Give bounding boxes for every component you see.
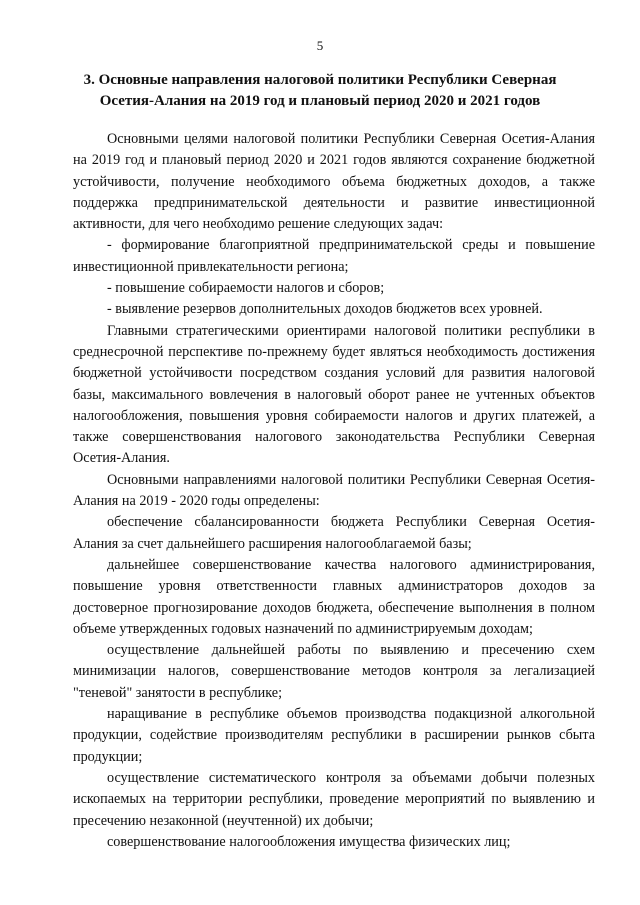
body-text [73,129,595,853]
section-heading-line-1: 3. Основные направления налоговой политики Республики Северная [83,72,557,88]
section-heading [60,70,580,112]
paragraph-strategic-guidelines: Главными стратегическими ориентирами налоговой политики республики в среднесрочной перспективе по-прежнему будет являться необходимость достижения бюджетной устойчивости посредством создания условий для развития налоговой базы, максимального вовлечения в налоговый оборот ранее не учтенных объектов налогообложения, повышения уровня собираемости налогов и других платежей, а также совершенствования налогового законодательства Республики Северная Осетия-Алания. [73,322,595,467]
page-number: 5 [316,38,324,53]
paragraph-direction-mining: осуществление систематического контроля за объемами добычи полезных ископаемых на территории республики, проведение мероприятий по выявлению и пресечению незаконной (неучтенной) их добычи; [73,769,595,829]
paragraph-task-environment: - формирование благоприятной предпринимательской среды и повышение инвестиционной привлекательности региона; [73,237,595,275]
paragraph-main-directions: Основными направлениями налоговой политики Республики Северная Осетия-Алания на 2019 - 2020 годы определены: [73,471,595,510]
paragraph-direction-minimization: осуществление дальнейшей работы по выявлению и пресечению схем минимизации налогов, совершенствование методов контроля за легализацией "теневой" занятости в республике; [73,642,595,701]
paragraph-goals: Основными целями налоговой политики Республики Северная Осетия-Алания на 2019 год и плановый период 2020 и 2021 годов являются сохранение бюджетной устойчивости, получение необходимого объема бюджетных доходов, а также поддержка предпринимательской деятельности и развитие инвестиционной активности, для чего необходимо решение следующих задач: [73,131,595,233]
paragraph-direction-balance: обеспечение сбалансированности бюджета Республики Северная Осетия-Алания за счет дальнейшего расширения налогооблагаемой базы; [73,514,595,552]
paragraph-direction-property-tax: совершенствование налогообложения имущества физических лиц; [107,833,511,850]
paragraph-direction-administration: дальнейшее совершенствование качества налогового администрирования, повышение уровня ответственности главных администраторов доходов за достоверное прогнозирование доходов бюджета, обеспечение выполнения в полном объеме утвержденных годовых назначений по администрируемым доходам; [73,556,595,637]
paragraph-direction-alcohol: наращивание в республике объемов производства подакцизной алкогольной продукции, содействие производителям республики в расширении рынков сбыта продукции; [73,706,595,765]
section-heading-line-2: Осетия-Алания на 2019 год и плановый период 2020 и 2021 годов [99,93,541,109]
paragraph-task-collection: - повышение собираемости налогов и сборов; [107,280,385,297]
paragraph-task-reserves: - выявление резервов дополнительных доходов бюджетов всех уровней. [107,301,543,318]
